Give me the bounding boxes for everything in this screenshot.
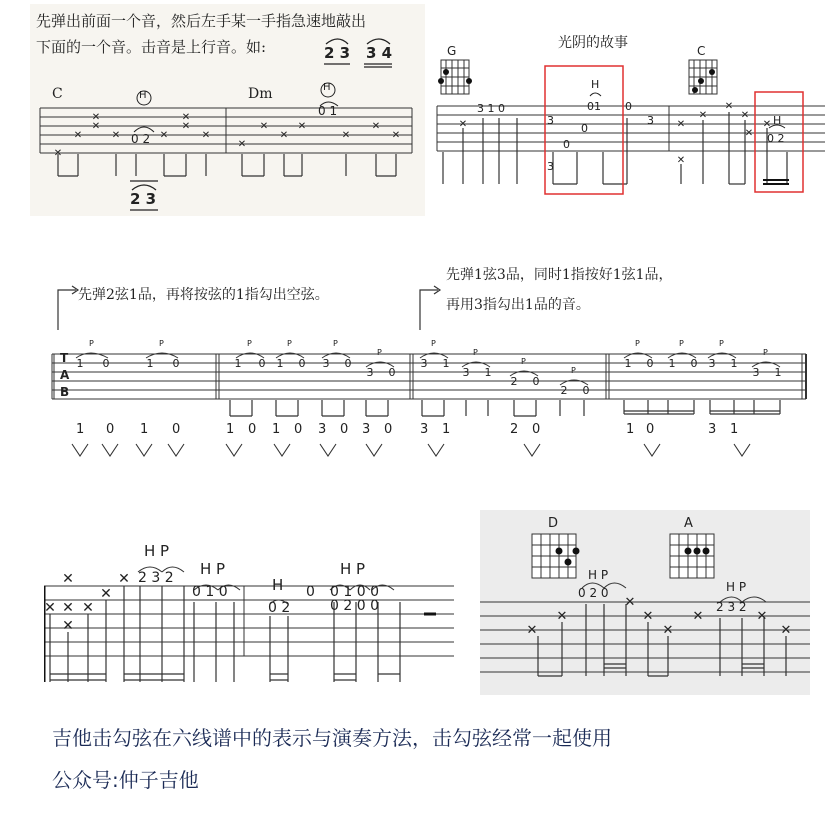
finger-number: 1 [442, 422, 451, 437]
svg-text:0: 0 [172, 357, 180, 370]
pull-mark-2: P [159, 339, 164, 348]
hammer-mark-2: H [323, 82, 331, 93]
tab-clef-b: B [60, 385, 70, 399]
svg-text:✕: ✕ [62, 600, 74, 616]
tab-notes-0200: 0 2 0 0 [330, 598, 379, 614]
svg-text:✕: ✕ [201, 130, 211, 141]
svg-text:✕: ✕ [624, 595, 636, 610]
chord-diagram-g [441, 60, 469, 94]
hp-mark-4: H P [588, 568, 609, 582]
svg-text:3: 3 [366, 366, 374, 379]
tab-notes-232: 2 3 2 [138, 570, 174, 586]
explanation-line-1: 先弹出前面一个音，然后左手某一手指急速地敲出 [36, 12, 367, 30]
combo-tab-1 [44, 540, 454, 690]
finger-number: 0 [646, 422, 655, 437]
pull-mark-6: P [377, 348, 382, 357]
chord-diagram-d [532, 534, 576, 578]
tab-notes-01: 0 1 [318, 104, 338, 118]
finger-number: 3 [708, 422, 717, 437]
song-title: 光阴的故事 [558, 35, 628, 51]
svg-text:0: 0 [690, 357, 698, 370]
combo-tab-2 [480, 510, 810, 695]
chord-label-c2: C [697, 44, 706, 58]
tab-number-3a: 3 [547, 114, 554, 127]
svg-text:✕: ✕ [642, 609, 654, 624]
svg-text:0: 0 [532, 375, 540, 388]
example-notes-1: 2 3 [324, 44, 351, 62]
pull-mark-9: P [521, 357, 526, 366]
svg-text:2: 2 [560, 384, 568, 397]
panel-hammer-pull-combo-2 [480, 510, 810, 695]
tab-number-3b: 3 [547, 160, 554, 173]
svg-text:0: 0 [298, 357, 306, 370]
svg-text:✕: ✕ [91, 121, 101, 132]
svg-text:✕: ✕ [458, 119, 468, 130]
svg-text:✕: ✕ [391, 130, 401, 141]
finger-number: 0 [294, 422, 303, 437]
svg-text:3: 3 [322, 357, 330, 370]
svg-text:✕: ✕ [556, 609, 568, 624]
finger-number-row [40, 422, 820, 440]
svg-text:✕: ✕ [341, 130, 351, 141]
finger-number: 1 [226, 422, 235, 437]
finger-number: 2 [510, 422, 519, 437]
svg-text:✕: ✕ [159, 130, 169, 141]
svg-text:1: 1 [146, 357, 154, 370]
hp-mark-1: H P [144, 542, 170, 560]
svg-text:3: 3 [708, 357, 716, 370]
svg-text:✕: ✕ [82, 600, 94, 616]
svg-text:✕: ✕ [111, 130, 121, 141]
finger-number: 1 [140, 422, 149, 437]
svg-text:1: 1 [730, 357, 738, 370]
svg-text:0: 0 [344, 357, 352, 370]
svg-text:✕: ✕ [744, 128, 754, 139]
tab-clef-t: T [60, 351, 69, 365]
finger-number: 3 [420, 422, 429, 437]
svg-text:0: 0 [388, 366, 396, 379]
pull-mark-14: P [763, 348, 768, 357]
chord-label-g: G [447, 44, 457, 58]
tab-clef-a: A [60, 368, 70, 382]
chord-label-d: D [548, 516, 559, 531]
svg-text:3: 3 [462, 366, 470, 379]
finger-number: 1 [76, 422, 85, 437]
tab-notes-232b: 2 3 2 [716, 600, 747, 614]
hp-mark-5: H P [726, 580, 747, 594]
below-notes-marks [30, 4, 425, 216]
tab-notes-010: 0 1 0 [192, 584, 228, 600]
svg-text:✕: ✕ [279, 130, 289, 141]
pull-off-note-right-2: 再用3指勾出1品的音。 [446, 297, 590, 313]
svg-text:✕: ✕ [756, 609, 768, 624]
finger-number: 1 [626, 422, 635, 437]
pull-mark-7: P [431, 339, 436, 348]
svg-text:✕: ✕ [44, 600, 56, 616]
svg-text:2: 2 [510, 375, 518, 388]
svg-text:✕: ✕ [118, 571, 130, 587]
svg-text:✕: ✕ [73, 130, 83, 141]
svg-text:1: 1 [624, 357, 632, 370]
tab-number-0a: 0 [581, 122, 588, 135]
chord-label-a: A [684, 516, 693, 531]
svg-text:3: 3 [752, 366, 760, 379]
panel-song-example [433, 28, 828, 198]
finger-number: 1 [272, 422, 281, 437]
caption-line-2: 公众号:仲子吉他 [52, 768, 199, 792]
svg-text:1: 1 [76, 357, 84, 370]
tab-number-3c: 3 [647, 114, 654, 127]
svg-text:✕: ✕ [740, 110, 750, 121]
svg-text:✕: ✕ [698, 110, 708, 121]
finger-number: 3 [318, 422, 327, 437]
tab-numbers-310: 3 1 0 [477, 102, 505, 115]
pull-mark-13: P [719, 339, 724, 348]
pull-mark-4: P [287, 339, 292, 348]
hammer-mark-3: H [272, 576, 284, 594]
pull-mark-8: P [473, 348, 478, 357]
svg-text:✕: ✕ [762, 119, 772, 130]
svg-text:✕: ✕ [676, 155, 686, 166]
pull-off-note-left: 先弹2弦1品，再将按弦的1指勾出空弦。 [78, 287, 329, 303]
explanation-line-2: 下面的一个音。击音是上行音。如: [36, 38, 267, 56]
svg-text:✕: ✕ [100, 586, 112, 602]
pull-mark-3: P [247, 339, 252, 348]
svg-text:✕: ✕ [780, 623, 792, 638]
svg-text:0: 0 [582, 384, 590, 397]
example-notes-2: 3 4 [366, 44, 393, 62]
tab-notes-02b: 0 2 [268, 600, 291, 616]
chord-label-c: C [52, 86, 63, 102]
svg-text:✕: ✕ [371, 121, 381, 132]
pull-mark-1: P [89, 339, 94, 348]
svg-text:✕: ✕ [297, 121, 307, 132]
svg-text:3: 3 [420, 357, 428, 370]
panel-hammer-pull-combo-1 [44, 540, 454, 690]
hp-mark-2: H P [200, 560, 226, 578]
pull-mark-12: P [679, 339, 684, 348]
hammer-mark-1: H [139, 90, 147, 101]
below-notes-23: 2 3 [130, 190, 157, 208]
svg-text:1: 1 [234, 357, 242, 370]
hammer-mark-song-1: H [591, 78, 600, 91]
pull-off-note-right-1: 先弹1弦3品，同时1指按好1弦1品， [446, 267, 673, 283]
svg-text:0: 0 [102, 357, 110, 370]
tab-notes-020: 0 2 0 [578, 586, 609, 600]
svg-text:1: 1 [668, 357, 676, 370]
svg-text:1: 1 [774, 366, 782, 379]
svg-text:✕: ✕ [62, 571, 74, 587]
finger-number: 0 [106, 422, 115, 437]
svg-text:✕: ✕ [662, 623, 674, 638]
tab-number-0c: 0 [625, 100, 632, 113]
tab-number-0b: 0 [563, 138, 570, 151]
svg-text:0: 0 [258, 357, 266, 370]
svg-text:✕: ✕ [676, 119, 686, 130]
finger-number: 3 [362, 422, 371, 437]
svg-text:1: 1 [442, 357, 450, 370]
svg-text:✕: ✕ [91, 112, 101, 123]
tab-note-0: 0 [306, 584, 315, 600]
svg-text:✕: ✕ [724, 101, 734, 112]
finger-number: 0 [340, 422, 349, 437]
panel-pull-off-explanation [40, 250, 820, 470]
svg-text:✕: ✕ [692, 609, 704, 624]
pull-mark-10: P [571, 366, 576, 375]
svg-text:✕: ✕ [181, 121, 191, 132]
svg-text:✕: ✕ [526, 623, 538, 638]
panel-hammer-on-explanation [30, 4, 425, 216]
tab-notes-02: 0 2 [131, 132, 151, 146]
svg-text:1: 1 [276, 357, 284, 370]
svg-text:✕: ✕ [237, 139, 247, 150]
svg-text:0: 0 [646, 357, 654, 370]
tab-notes-0100: 0 1 0 0 [330, 584, 379, 600]
svg-text:✕: ✕ [259, 121, 269, 132]
svg-text:✕: ✕ [181, 112, 191, 123]
svg-text:✕: ✕ [53, 148, 63, 159]
finger-number: 0 [172, 422, 181, 437]
chord-label-dm: Dm [248, 86, 273, 102]
finger-number: 1 [730, 422, 739, 437]
finger-number: 0 [384, 422, 393, 437]
finger-number: 0 [532, 422, 541, 437]
pull-mark-11: P [635, 339, 640, 348]
tab-numbers-01: 01 [587, 100, 601, 113]
hammer-mark-song-2: H [773, 114, 782, 127]
svg-text:✕: ✕ [62, 618, 74, 634]
pull-mark-5: P [333, 339, 338, 348]
finger-number: 0 [248, 422, 257, 437]
chord-diagram-a [670, 534, 714, 578]
caption-line-1: 吉他击勾弦在六线谱中的表示与演奏方法，击勾弦经常一起使用 [52, 726, 612, 750]
hp-mark-3: H P [340, 560, 366, 578]
tab-numbers-02: 0 2 [767, 132, 785, 145]
svg-text:1: 1 [484, 366, 492, 379]
